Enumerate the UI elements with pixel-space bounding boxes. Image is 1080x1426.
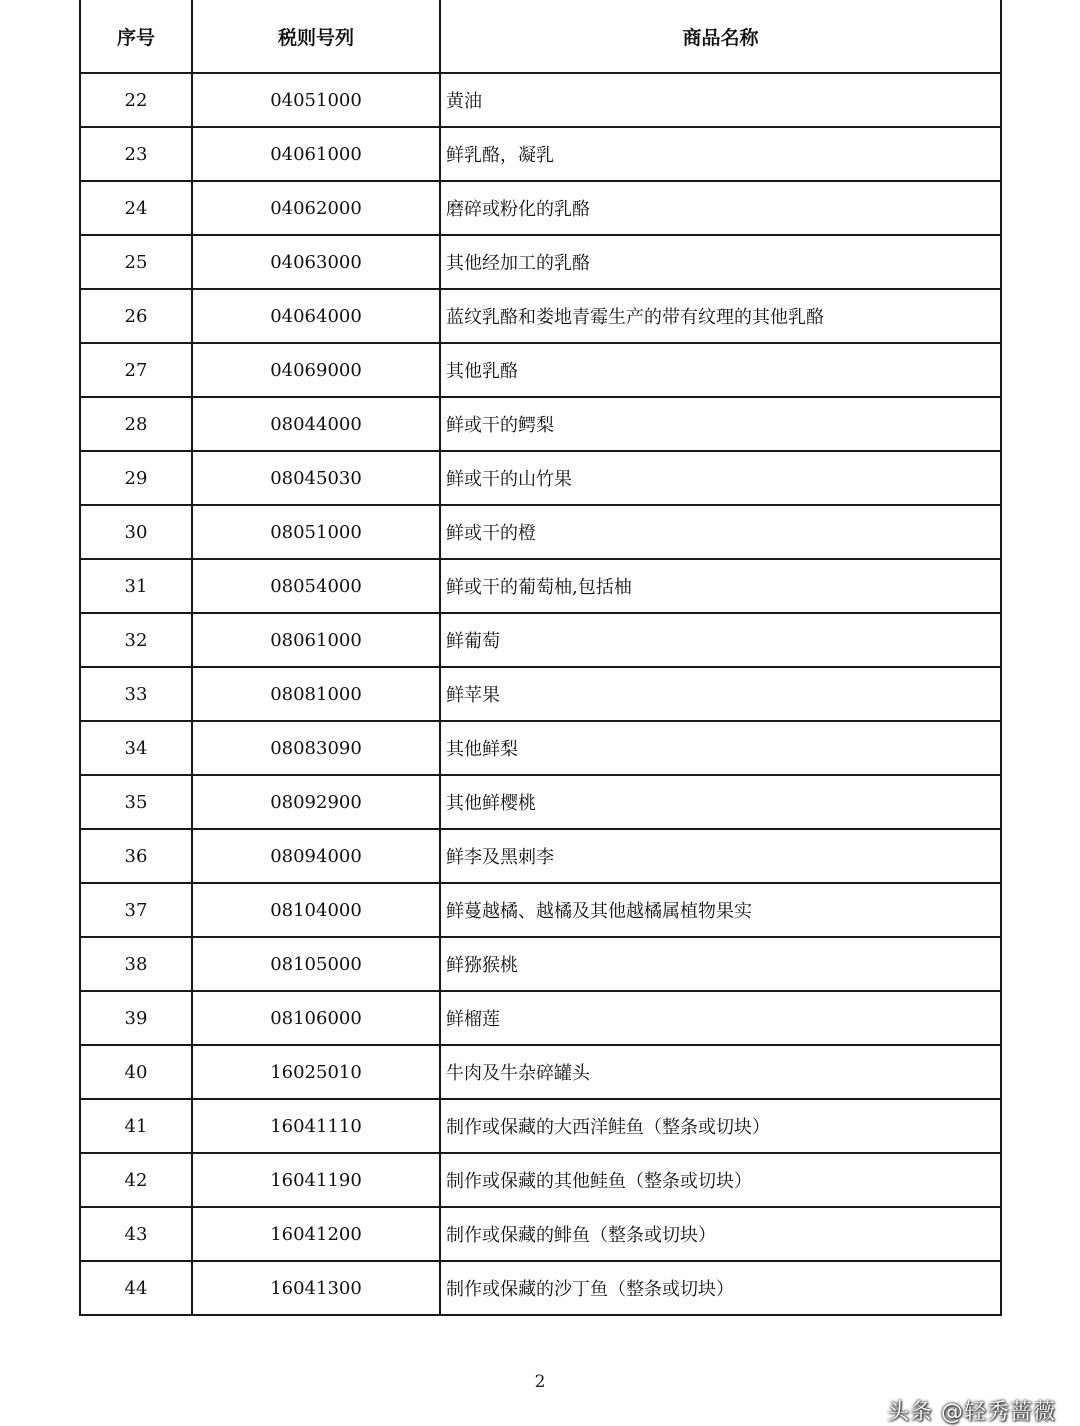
seq-cell: 37 (80, 883, 192, 937)
product-name-cell: 其他鲜樱桃 (440, 775, 1001, 829)
header-product-name: 商品名称 (440, 0, 1001, 73)
tariff-code-cell: 16025010 (192, 1045, 440, 1099)
product-name-cell: 磨碎或粉化的乳酪 (440, 181, 1001, 235)
tariff-code-cell: 16041190 (192, 1153, 440, 1207)
tariff-code-cell: 08105000 (192, 937, 440, 991)
table-row (80, 721, 1001, 775)
tariff-code-cell: 04063000 (192, 235, 440, 289)
tariff-code-cell: 08092900 (192, 775, 440, 829)
seq-cell: 27 (80, 343, 192, 397)
product-name-cell: 其他鲜梨 (440, 721, 1001, 775)
tariff-code-cell: 08081000 (192, 667, 440, 721)
product-name-cell: 制作或保藏的鲱鱼（整条或切块） (440, 1207, 1001, 1261)
product-name-cell: 鲜葡萄 (440, 613, 1001, 667)
seq-cell: 26 (80, 289, 192, 343)
tariff-code-cell: 08106000 (192, 991, 440, 1045)
tariff-code-cell: 16041200 (192, 1207, 440, 1261)
tariff-code-cell: 08061000 (192, 613, 440, 667)
header-tariff-code: 税则号列 (192, 0, 440, 73)
tariff-code-cell: 08054000 (192, 559, 440, 613)
seq-cell: 34 (80, 721, 192, 775)
product-name-cell: 黄油 (440, 73, 1001, 127)
seq-cell: 28 (80, 397, 192, 451)
table-row (80, 667, 1001, 721)
product-name-cell: 其他乳酪 (440, 343, 1001, 397)
table-row (80, 397, 1001, 451)
seq-cell: 24 (80, 181, 192, 235)
table-row (80, 127, 1001, 181)
seq-cell: 25 (80, 235, 192, 289)
tariff-code-cell: 08104000 (192, 883, 440, 937)
product-name-cell: 鲜或干的鳄梨 (440, 397, 1001, 451)
seq-cell: 38 (80, 937, 192, 991)
product-name-cell: 牛肉及牛杂碎罐头 (440, 1045, 1001, 1099)
table-row (80, 829, 1001, 883)
product-name-cell: 制作或保藏的其他鲑鱼（整条或切块） (440, 1153, 1001, 1207)
tariff-code-cell: 08051000 (192, 505, 440, 559)
header-row (80, 0, 1001, 73)
table-row (80, 559, 1001, 613)
seq-cell: 43 (80, 1207, 192, 1261)
table-row (80, 613, 1001, 667)
table-header (80, 0, 1001, 73)
seq-cell: 32 (80, 613, 192, 667)
product-name-cell: 鲜蔓越橘、越橘及其他越橘属植物果实 (440, 883, 1001, 937)
product-name-cell: 鲜李及黑刺李 (440, 829, 1001, 883)
product-name-cell: 蓝纹乳酪和娄地青霉生产的带有纹理的其他乳酪 (440, 289, 1001, 343)
table-row (80, 1099, 1001, 1153)
table-row (80, 991, 1001, 1045)
watermark: 头条 @轻秀蔷薇 (887, 1400, 1056, 1425)
product-name-cell: 鲜或干的山竹果 (440, 451, 1001, 505)
seq-cell: 39 (80, 991, 192, 1045)
tariff-table (79, 0, 1002, 1316)
table-row (80, 1207, 1001, 1261)
tariff-code-cell: 08044000 (192, 397, 440, 451)
table-row (80, 73, 1001, 127)
table-row (80, 289, 1001, 343)
product-name-cell: 鲜猕猴桃 (440, 937, 1001, 991)
seq-cell: 31 (80, 559, 192, 613)
table-row (80, 181, 1001, 235)
seq-cell: 29 (80, 451, 192, 505)
table-row (80, 775, 1001, 829)
seq-cell: 41 (80, 1099, 192, 1153)
table-row (80, 505, 1001, 559)
tariff-code-cell: 04069000 (192, 343, 440, 397)
table-row (80, 937, 1001, 991)
product-name-cell: 制作或保藏的沙丁鱼（整条或切块） (440, 1261, 1001, 1315)
table-row (80, 343, 1001, 397)
seq-cell: 36 (80, 829, 192, 883)
tariff-code-cell: 08045030 (192, 451, 440, 505)
tariff-code-cell: 04064000 (192, 289, 440, 343)
tariff-code-cell: 16041300 (192, 1261, 440, 1315)
header-seq: 序号 (80, 0, 192, 73)
table-row (80, 451, 1001, 505)
tariff-code-cell: 08083090 (192, 721, 440, 775)
product-name-cell: 鲜榴莲 (440, 991, 1001, 1045)
product-name-cell: 鲜乳酪，凝乳 (440, 127, 1001, 181)
table-row (80, 883, 1001, 937)
seq-cell: 42 (80, 1153, 192, 1207)
seq-cell: 23 (80, 127, 192, 181)
seq-cell: 44 (80, 1261, 192, 1315)
seq-cell: 22 (80, 73, 192, 127)
table-row (80, 1045, 1001, 1099)
seq-cell: 35 (80, 775, 192, 829)
product-name-cell: 鲜或干的橙 (440, 505, 1001, 559)
product-name-cell: 鲜苹果 (440, 667, 1001, 721)
table-row (80, 235, 1001, 289)
seq-cell: 33 (80, 667, 192, 721)
tariff-code-cell: 04062000 (192, 181, 440, 235)
seq-cell: 30 (80, 505, 192, 559)
seq-cell: 40 (80, 1045, 192, 1099)
tariff-code-cell: 04051000 (192, 73, 440, 127)
table-row (80, 1153, 1001, 1207)
table-row (80, 1261, 1001, 1315)
table-body (80, 73, 1001, 1315)
tariff-code-cell: 08094000 (192, 829, 440, 883)
tariff-code-cell: 16041110 (192, 1099, 440, 1153)
tariff-code-cell: 04061000 (192, 127, 440, 181)
product-name-cell: 制作或保藏的大西洋鲑鱼（整条或切块） (440, 1099, 1001, 1153)
product-name-cell: 鲜或干的葡萄柚,包括柚 (440, 559, 1001, 613)
product-name-cell: 其他经加工的乳酪 (440, 235, 1001, 289)
page-number: 2 (534, 1372, 546, 1392)
